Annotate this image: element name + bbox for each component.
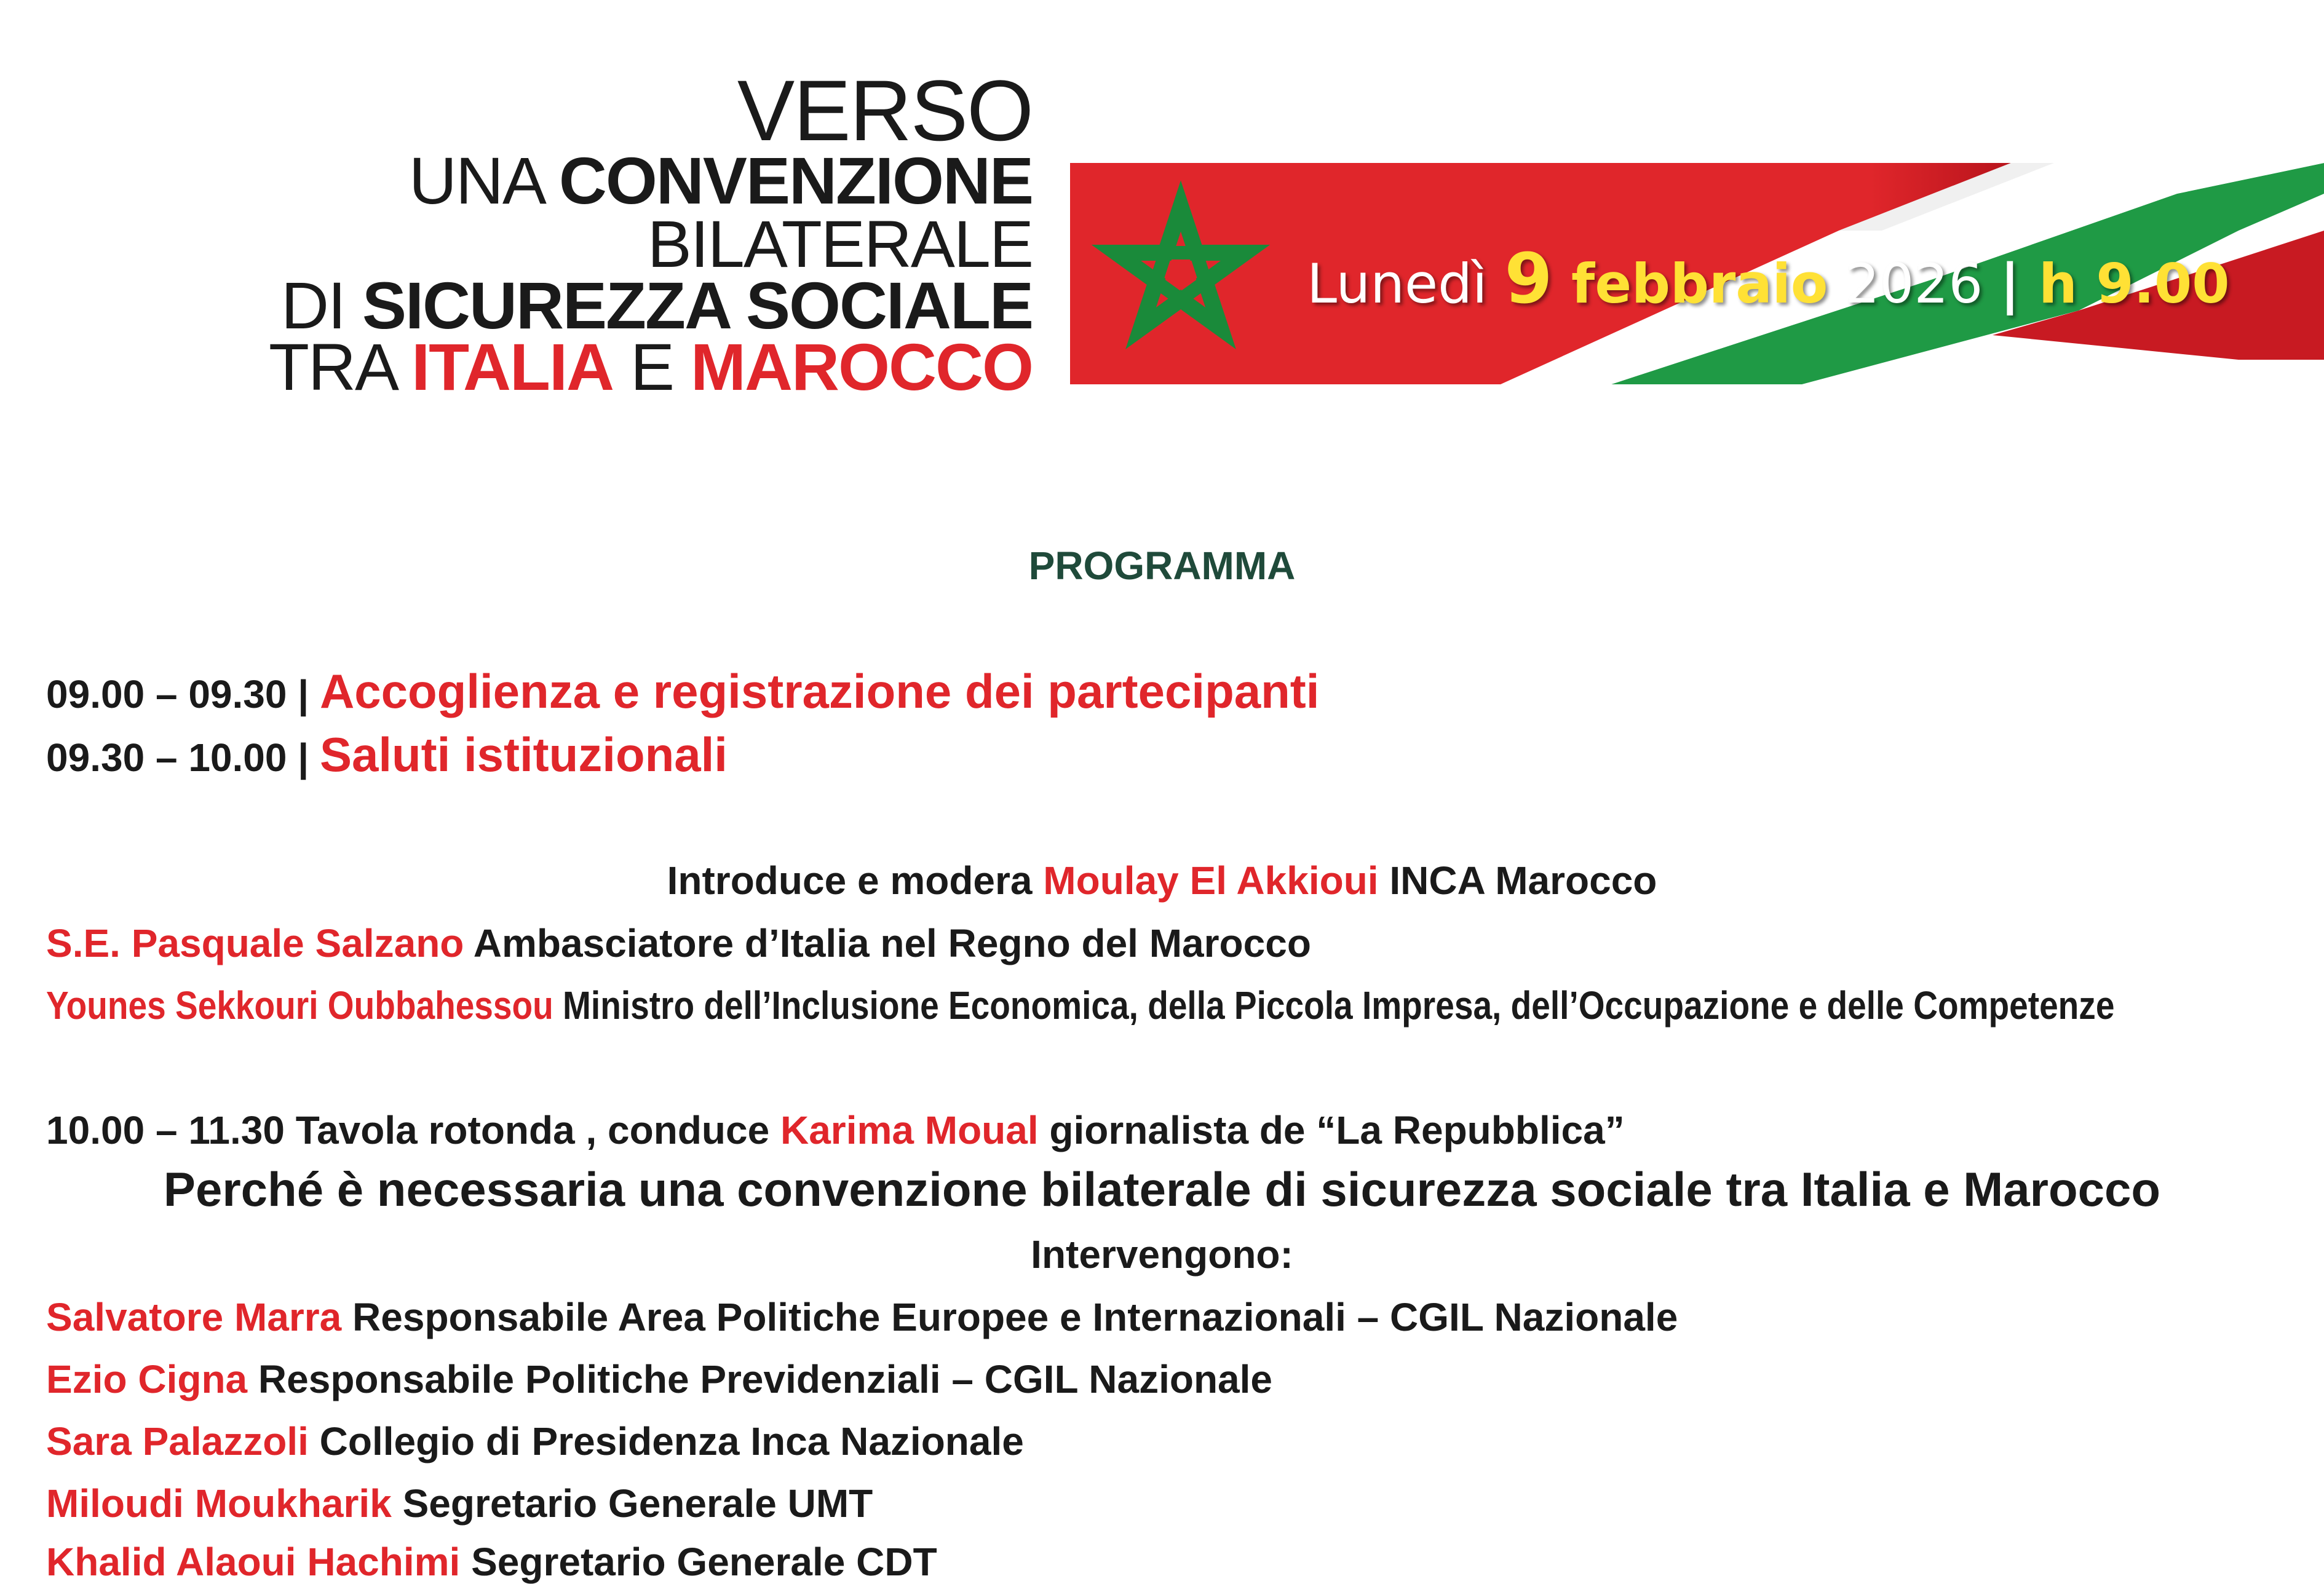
moderator-line: [0, 858, 2324, 903]
program-title: PROGRAMMA: [1028, 544, 1296, 588]
speaker-role: Segretario Generale CDT: [460, 1540, 937, 1584]
speakers-heading: Intervengono:: [1031, 1232, 1293, 1277]
slot-3-time: 10.00 – 11.30: [46, 1108, 296, 1152]
slot-1: [46, 664, 1320, 718]
date-day: Lunedì: [1307, 252, 1505, 315]
title-di: DI: [280, 268, 362, 343]
moderator-org: INCA Marocco: [1378, 858, 1657, 903]
speaker-role: Ambasciatore d’Italia nel Regno del Marocco: [464, 921, 1311, 965]
speaker-role: Ministro dell’Inclusione Economica, della Piccola Impresa, dell’Occupazione e delle Competenze: [553, 983, 2115, 1028]
speaker-name: S.E. Pasquale Salzano: [46, 921, 464, 965]
date-separator: |: [2000, 252, 2039, 315]
speaker-role: Responsabile Area Politiche Europee e Internazionali – CGIL Nazionale: [341, 1295, 1678, 1339]
speaker-row: [46, 921, 1311, 965]
slot-3: [46, 1108, 1625, 1152]
slot-3-intro: Tavola rotonda , conduce: [295, 1108, 780, 1152]
speaker-name: Ezio Cigna: [46, 1357, 248, 1401]
speaker-name: Salvatore Marra: [46, 1295, 342, 1339]
slot-2: [46, 727, 728, 782]
slot-1-title: Accoglienza e registrazione dei partecipanti: [319, 664, 1320, 718]
title-convenzione: CONVENZIONE: [558, 143, 1033, 218]
speaker-row: [46, 1419, 1024, 1463]
title-tra: TRA: [269, 330, 412, 404]
date-number: 9: [1504, 239, 1553, 319]
title-italia: ITALIA: [411, 330, 613, 404]
speaker-role: Collegio di Presidenza Inca Nazionale: [308, 1419, 1024, 1463]
date-year: 2026: [1828, 252, 2001, 315]
moderator-intro: Introduce e modera: [667, 858, 1044, 903]
speaker-name: Miloudi Moukharik: [46, 1481, 392, 1526]
title-bilaterale: BILATERALE: [647, 207, 1033, 281]
title-sicurezza-sociale: SICUREZZA SOCIALE: [362, 268, 1033, 343]
title-line-convenzione: [408, 143, 1033, 218]
slot-2-title: Saluti istituzionali: [319, 727, 728, 782]
speaker-row: [46, 983, 2115, 1028]
slot-3-title: Perché è necessaria una convenzione bilaterale di sicurezza sociale tra Italia e Marocco: [163, 1162, 2161, 1216]
speaker-name: Sara Palazzoli: [46, 1419, 309, 1463]
title-marocco: MAROCCO: [691, 330, 1033, 404]
speaker-name: Younes Sekkouri Oubbahessou: [46, 983, 553, 1028]
speaker-row: [46, 1297, 1678, 1337]
title-e: E: [613, 330, 691, 404]
event-date: [1307, 239, 2230, 319]
speaker-row: [46, 1481, 873, 1526]
speaker-role: Responsabile Politiche Previdenziali – CGIL Nazionale: [247, 1357, 1272, 1401]
date-time: h 9.00: [2039, 252, 2230, 315]
slot-1-time: 09.00 – 09.30 |: [46, 672, 320, 716]
speaker-row: [46, 1357, 1272, 1401]
moderator-name: Moulay El Akkioui: [1043, 858, 1379, 903]
title-verso: VERSO: [737, 62, 1033, 159]
speaker-name: Khalid Alaoui Hachimi: [46, 1540, 461, 1584]
speaker-row: [46, 1542, 937, 1582]
slot-3-host-role: giornalista de “La Repubblica”: [1038, 1108, 1625, 1152]
title-line-italia-marocco: [269, 330, 1033, 404]
slot-2-time: 09.30 – 10.00 |: [46, 735, 320, 780]
speaker-role: Segretario Generale UMT: [391, 1481, 873, 1526]
title-line-sicurezza: [280, 268, 1033, 343]
slot-3-host: Karima Moual: [780, 1108, 1039, 1152]
title-una: UNA: [408, 143, 559, 218]
date-month: febbraio: [1552, 252, 1828, 315]
